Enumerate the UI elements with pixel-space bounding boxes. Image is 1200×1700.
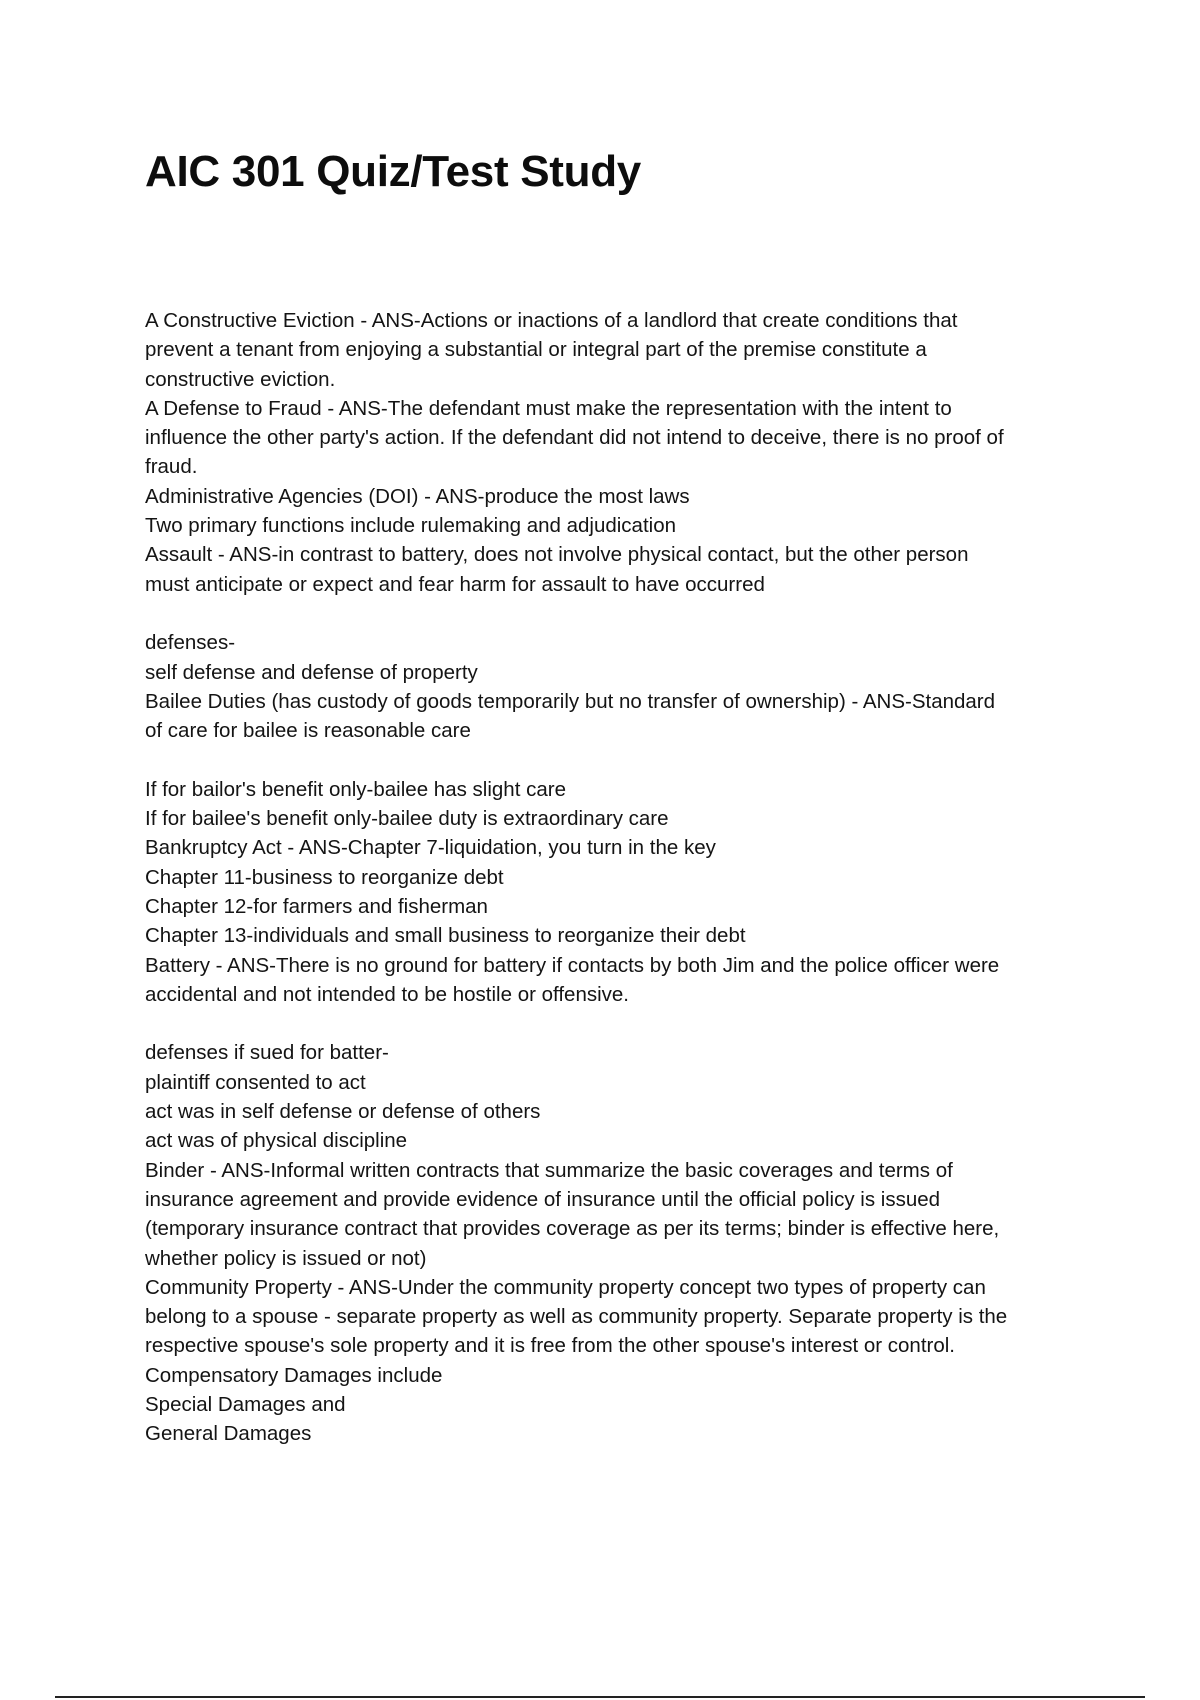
text-line: Assault - ANS-in contrast to battery, does not involve physical contact, but the other person [145, 543, 969, 567]
paragraph-spacer [145, 599, 1085, 628]
text-line: defenses- [145, 631, 236, 655]
text-line: If for bailee's benefit only-bailee duty is extraordinary care [145, 807, 669, 831]
text-line: insurance agreement and provide evidence of insurance until the official policy is issued [145, 1187, 941, 1211]
text-line: Community Property - ANS-Under the community property concept two types of property can [145, 1275, 986, 1299]
text-line: prevent a tenant from enjoying a substantial or integral part of the premise constitute a [145, 338, 927, 362]
document-title: AIC 301 Quiz/Test Study [145, 147, 641, 196]
text-line: respective spouse's sole property and it is free from the other spouse's interest or control. [145, 1334, 956, 1358]
text-line: General Damages [145, 1422, 312, 1446]
text-line: Bankruptcy Act - ANS-Chapter 7-liquidation, you turn in the key [145, 836, 716, 860]
text-line: act was of physical discipline [145, 1129, 408, 1153]
text-line: Two primary functions include rulemaking and adjudication [145, 514, 677, 538]
text-line: act was in self defense or defense of others [145, 1100, 541, 1124]
paragraph-spacer [145, 1009, 1085, 1038]
text-line: accidental and not intended to be hostile or offensive. [145, 982, 629, 1006]
text-line: plaintiff consented to act [145, 1070, 366, 1094]
footer-divider [55, 1696, 1145, 1698]
text-line: must anticipate or expect and fear harm for assault to have occurred [145, 572, 765, 596]
text-line: Chapter 13-individuals and small business to reorganize their debt [145, 924, 746, 948]
text-line: Compensatory Damages include [145, 1363, 443, 1387]
text-line: constructive eviction. [145, 367, 336, 391]
text-line: fraud. [145, 455, 198, 479]
text-line: Binder - ANS-Informal written contracts that summarize the basic coverages and terms of [145, 1158, 953, 1182]
text-line: Administrative Agencies (DOI) - ANS-produce the most laws [145, 484, 690, 508]
text-line: Bailee Duties (has custody of goods temporarily but no transfer of ownership) - ANS-Standard [145, 689, 996, 713]
text-line: (temporary insurance contract that provides coverage as per its terms; binder is effective here, [145, 1217, 1000, 1241]
text-line: influence the other party's action. If the defendant did not intend to deceive, there is no proof of [145, 426, 1004, 450]
document-body [145, 306, 1085, 1449]
text-line: A Constructive Eviction - ANS-Actions or inactions of a landlord that create conditions that [145, 309, 958, 332]
text-line: whether policy is issued or not) [145, 1246, 427, 1270]
paragraph-spacer [145, 745, 1085, 774]
text-line: self defense and defense of property [145, 660, 478, 684]
text-line: belong to a spouse - separate property as well as community property. Separate property is the [145, 1305, 1008, 1329]
text-line: Battery - ANS-There is no ground for battery if contacts by both Jim and the police officer were [145, 953, 1000, 977]
text-line: defenses if sued for batter- [145, 1041, 389, 1065]
text-line: Chapter 12-for farmers and fisherman [145, 894, 488, 918]
text-line: A Defense to Fraud - ANS-The defendant must make the representation with the intent to [145, 396, 952, 420]
text-line: Chapter 11-business to reorganize debt [145, 865, 504, 889]
text-line: of care for bailee is reasonable care [145, 719, 471, 743]
text-line: If for bailor's benefit only-bailee has slight care [145, 777, 566, 801]
text-line: Special Damages and [145, 1392, 346, 1416]
